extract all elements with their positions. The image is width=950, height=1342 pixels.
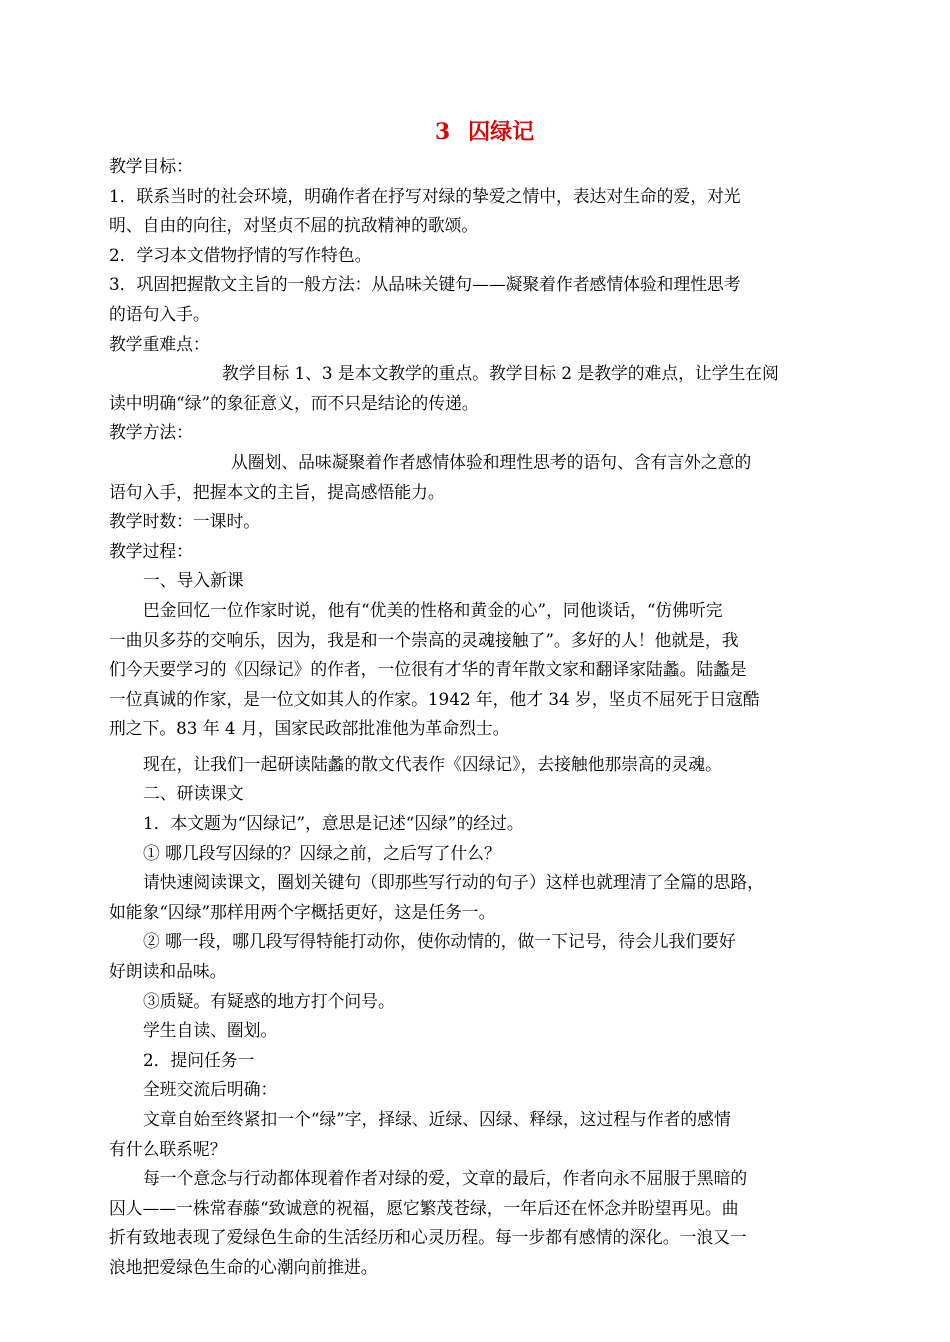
- text-line: 有什么联系呢？: [109, 1138, 227, 1159]
- text-line: ③质疑。有疑惑的地方打个问号。: [143, 990, 395, 1011]
- text-line: 学生自读、圈划。: [143, 1020, 278, 1041]
- text-line: 折有致地表现了爱绿色生命的生活经历和心灵历程。每一步都有感情的深化。一浪又一: [109, 1227, 747, 1248]
- text-line: 1．联系当时的社会环境，明确作者在抒写对绿的挚爱之情中，表达对生命的爱，对光: [109, 185, 741, 206]
- text-line: 如能象“囚绿”那样用两个字概括更好，这是任务一。: [109, 901, 496, 922]
- text-line: 二、研读课文: [143, 783, 244, 804]
- text-line: 现在，让我们一起研读陆蠡的散文代表作《囚绿记》，去接触他那崇高的灵魂。: [143, 753, 722, 774]
- title-number: 3: [434, 119, 451, 145]
- text-line: 文章自始至终紧扣一个“绿”字，择绿、近绿、囚绿、释绿，这过程与作者的感情: [143, 1109, 731, 1129]
- text-line: 明、自由的向往，对坚贞不屈的抗敌精神的歌颂。: [109, 215, 479, 236]
- text-line: 1．本文题为“囚绿记”，意思是记述“囚绿”的经过。: [143, 813, 524, 834]
- text-line: 每一个意念与行动都体现着作者对绿的爱，文章的最后，作者向永不屈服于黑暗的: [143, 1168, 748, 1189]
- text-line: 教学目标：: [109, 156, 193, 176]
- text-line: 全班交流后明确：: [143, 1079, 278, 1100]
- text-line: 教学时数：一课时。: [109, 511, 261, 532]
- document-body: [109, 152, 842, 1283]
- text-line: 好朗读和品味。: [109, 961, 227, 982]
- text-line: 一、导入新课: [143, 570, 244, 591]
- text-line: 读中明确“绿”的象征意义，而不只是结论的传递。: [109, 392, 479, 413]
- text-line: 一曲贝多芬的交响乐，因为，我是和一个崇高的灵魂接触了”。多好的人！他就是，我: [109, 629, 739, 650]
- text-line: 2．学习本文借物抒情的写作特色。: [109, 244, 372, 265]
- text-line: 刑之下。83 年 4 月，国家民政部批准他为革命烈士。: [109, 718, 510, 739]
- text-line: 教学目标 1、3 是本文教学的重点。教学目标 2 是教学的难点，让学生在阅: [222, 363, 779, 384]
- text-line: ① 哪几段写囚绿的？囚绿之前，之后写了什么？: [143, 842, 501, 863]
- text-line: 浪地把爱绿色生命的心潮向前推进。: [109, 1256, 378, 1277]
- text-line: 囚人——一株常春藤“致诚意的祝福，愿它繁茂苍绿，一年后还在怀念并盼望再见。曲: [109, 1197, 739, 1218]
- document-page: [109, 112, 842, 1283]
- text-line: ② 哪一段，哪几段写得特能打动你，使你动情的，做一下记号，待会儿我们要好: [143, 931, 736, 952]
- text-line: 语句入手，把握本文的主旨，提高感悟能力。: [109, 481, 445, 502]
- text-line: 巴金回忆一位作家时说，他有“优美的性格和黄金的心”，同他谈话，“仿佛听完: [143, 599, 723, 620]
- text-line: 的语句入手。: [109, 303, 210, 324]
- document-title: [109, 112, 842, 152]
- title-text: 囚绿记: [468, 119, 535, 145]
- text-line: 们今天要学习的《囚绿记》的作者，一位很有才华的青年散文家和翻译家陆蠡。陆蠡是: [109, 659, 747, 680]
- text-line: 一位真诚的作家，是一位文如其人的作家。1942 年，他才 34 岁，坚贞不屈死于日寇酷: [109, 688, 760, 709]
- text-line: 教学方法：: [109, 422, 193, 443]
- text-line: 从圈划、品味凝聚着作者感情体验和理性思考的语句、含有言外之意的: [231, 451, 752, 472]
- text-line: 3．巩固把握散文主旨的一般方法：从品味关键句——凝聚着作者感情体验和理性思考: [109, 274, 741, 295]
- text-line: 教学过程：: [109, 540, 193, 561]
- text-line: 教学重难点：: [109, 333, 210, 354]
- text-line: 2．提问任务一: [143, 1049, 255, 1070]
- text-line: 请快速阅读课文，圈划关键句（即那些写行动的句子）这样也就理清了全篇的思路，: [143, 872, 764, 893]
